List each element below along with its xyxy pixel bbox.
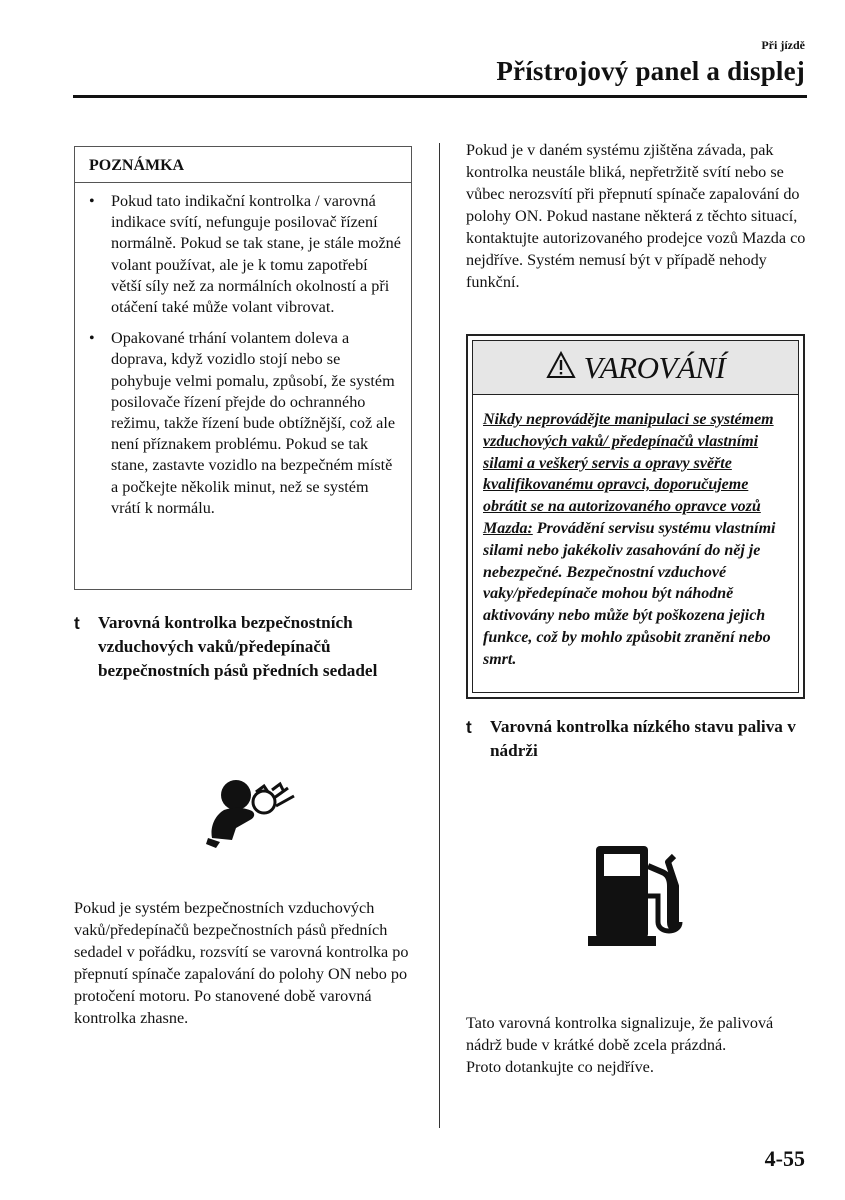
heading-marker: t — [74, 613, 80, 633]
airbag-heading-text: Varovná kontrolka bezpečnostních vzduchových vaků/předepínačů bezpečnostních pásů předních sedadel — [98, 613, 378, 680]
fuel-paragraph — [466, 1012, 786, 1078]
warning-triangle-icon — [546, 351, 576, 384]
note-label: POZNÁMKA — [75, 147, 411, 183]
warning-inner — [472, 340, 799, 693]
note-list — [75, 183, 411, 519]
airbag-warning-icon — [206, 776, 298, 848]
section-label: Při jízdě — [761, 38, 805, 52]
note-box — [74, 146, 412, 590]
warning-box — [466, 334, 805, 699]
malfunction-paragraph: Pokud je v daném systému zjištěna závada, pak kontrolka neustále bliká, nepřetržitě svítí nebo se vůbec nerozsvítí při přepnutí spínače zapalování do polohy ON. Pokud nastane některá z těchto situací, kontaktujte autorizovaného prodejce vozů Mazda co nejdříve. Systém nemusí být v případě nehody funkční. — [466, 141, 806, 291]
fuel-heading — [466, 715, 811, 763]
warning-text — [473, 395, 798, 671]
note-item: • Opakované trhání volantem doleva a doprava, když vozidlo stojí nebo se pohybuje velmi pomalu, způsobí, že systém posilovače řízení přejde do ochranného režimu, takže řízení bude obtížnější, což ale není příznakem problému. Pokud se tak stane, zastavte vozidlo na bezpečném místě a počkejte několik minut, než se systém vrátí k normálu. — [89, 328, 401, 519]
warning-title: VAROVÁNÍ — [583, 349, 726, 385]
page-number: 4-55 — [764, 1146, 805, 1171]
warning-body-text: Provádění servisu systému vlastními silami nebo jakékoliv zasahování do něj je nebezpečné. Bezpečnostní vzduchové vaky/předepínače mohou být náhodně aktivovány nebo může být poškozena jejich funkce, což by mohlo způsobit zranění nebo smrt. — [483, 519, 776, 668]
warning-underlined-text: Nikdy neprovádějte manipulaci se systémem vzduchových vaků/ předepínačů vlastními silami a veškerý servis a opravy svěřte kvalifikovanému opravci, doporučujeme obrátit se na autorizovaného opravce vozů Mazda: — [483, 411, 774, 537]
fuel-paragraph-line2: Proto dotankujte co nejdříve. — [466, 1058, 654, 1076]
fuel-heading-text: Varovná kontrolka nízkého stavu paliva v nádrži — [490, 717, 796, 760]
heading-marker: t — [466, 717, 472, 737]
warning-header — [473, 341, 798, 395]
page-title: Přístrojový panel a displej — [496, 56, 805, 86]
column-divider — [439, 143, 440, 1128]
airbag-paragraph: Pokud je systém bezpečnostních vzduchových vaků/předepínačů bezpečnostních pásů předních sedadel v pořádku, rozsvítí se varovná kontrolka po přepnutí spínače zapalování do polohy ON nebo po protočení motoru. Po stanovené době varovná kontrolka zhasne. — [74, 899, 409, 1027]
airbag-heading — [74, 611, 419, 683]
fuel-paragraph-line1: Tato varovná kontrolka signalizuje, že palivová nádrž bude v krátké době zcela prázdná. — [466, 1014, 774, 1054]
note-item: • Pokud tato indikační kontrolka / varovná indikace svítí, nefunguje posilovač řízení normálně. Pokud se tak stane, je stále možné volant používat, ale je k tomu zapotřebí větší síly než za normálních okolností a při otáčení také může volant vibrovat. — [89, 191, 401, 318]
fuel-pump-icon — [588, 842, 684, 946]
header-rule — [73, 95, 807, 98]
